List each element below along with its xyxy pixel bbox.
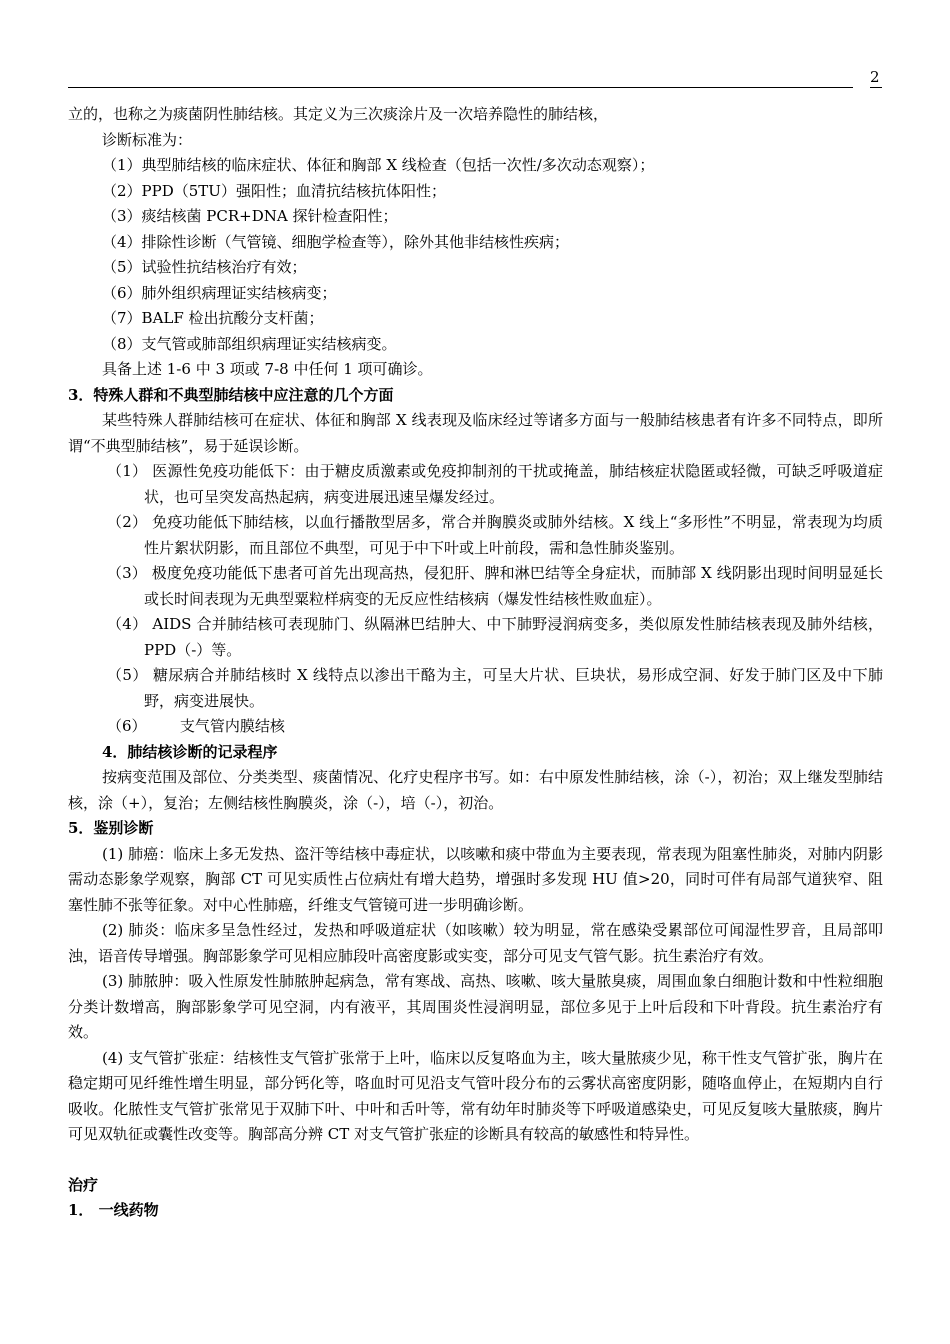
list-item: （1） 医源性免疫功能低下：由于糖皮质激素或免疫抑制剂的干扰或掩盖，肺结核症状隐匿或轻微，可缺乏呼吸道症状，也可呈突发高热起病，病变进展迅速呈爆发经过。	[107, 462, 883, 506]
criteria-item: （8）支气管或肺部组织病理证实结核病变。	[102, 334, 397, 353]
list-item: （3） 极度免疫功能低下患者可首先出现高热，侵犯肝、脾和淋巴结等全身症状，而肺部 X 线阴影出现时间明显延长或长时间表现为无典型粟粒样病变的无反应性结核病（爆发性结核性败血症）。	[107, 564, 883, 608]
section-intro: 某些特殊人群肺结核可在症状、体征和胸部 X 线表现及临床经过等诸多方面与一般肺结核患者有许多不同特点，即所谓“不典型肺结核”，易于延误诊断。	[68, 411, 883, 455]
criteria-item: （4）排除性诊断（气管镜、细胞学检查等），除外其他非结核性疾病；	[102, 232, 570, 251]
differential-item: (3) 肺脓肿：吸入性原发性肺脓肿起病急，常有寒战、高热、咳嗽、咳大量脓臭痰，周围血象白细胞计数和中性粒细胞分类计数增高，胸部影象学可见空洞，内有液平，其周围炎性浸润明显，部位多见于上叶后段和下叶背段。抗生素治疗有效。	[68, 972, 883, 1041]
criteria-item: （5）试验性抗结核治疗有效；	[102, 258, 307, 276]
text-line: 立的，也称之为痰菌阴性肺结核。其定义为三次痰涂片及一次培养隐性的肺结核，	[68, 105, 609, 123]
criteria-summary: 具备上述 1-6 中 3 项或 7-8 中任何 1 项可确诊。	[102, 360, 433, 378]
differential-item: (1) 肺癌：临床上多无发热、盗汗等结核中毒症状，以咳嗽和痰中带血为主要表现，常表现为阻塞性肺炎，对肺内阴影需动态影象学观察，胸部 CT 可见实质性占位病灶有增大趋势，增强时多发现 HU 值>20，同时可伴有局部气道狭窄、阻塞性肺不张等征象。对中心性肺癌，纤维支气管镜可进一步明确诊断。	[68, 844, 883, 914]
criteria-item: （3）痰结核菌 PCR+DNA 探针检查阳性；	[102, 207, 398, 225]
criteria-item: （6）肺外组织病理证实结核病变；	[102, 283, 337, 302]
section-heading: 治疗	[68, 1175, 99, 1194]
text-line: 诊断标准为：	[102, 130, 193, 149]
list-item: （4） AIDS 合并肺结核可表现肺门、纵隔淋巴结肿大、中下肺野浸润病变多，类似原发性肺结核表现及肺外结核，PPD（-）等。	[107, 615, 883, 659]
page-number-underline	[870, 87, 882, 88]
page-number: 2	[870, 68, 880, 86]
list-item: （5） 糖尿病合并肺结核时 X 线特点以渗出干酪为主，可呈大片状、巨块状，易形成空洞、好发于肺门区及中下肺野，病变进展快。	[107, 666, 883, 710]
list-item: （6） 支气管内膜结核	[107, 717, 285, 735]
criteria-item: （7）BALF 检出抗酸分支杆菌；	[102, 309, 324, 327]
differential-item: (2) 肺炎：临床多呈急性经过，发热和呼吸道症状（如咳嗽）较为明显，常在感染受累部位可闻湿性罗音，且局部叩浊，语音传导增强。胸部影象学可见相应肺段叶高密度影或实变，部分可见支气管气影。抗生素治疗有效。	[68, 921, 883, 965]
header-rule	[68, 87, 853, 88]
document-body	[68, 102, 883, 1224]
section-heading: 5．鉴别诊断	[68, 819, 154, 837]
section-heading: 3．特殊人群和不典型肺结核中应注意的几个方面	[68, 385, 394, 404]
criteria-item: （1）典型肺结核的临床症状、体征和胸部 X 线检查（包括一次性/多次动态观察）；	[102, 156, 655, 174]
list-item: （2） 免疫功能低下肺结核，以血行播散型居多，常合并胸膜炎或肺外结核。X 线上“多形性”不明显，常表现为均质性片絮状阴影，而且部位不典型，可见于中下叶或上叶前段，需和急性肺炎鉴别。	[107, 513, 883, 557]
section-body: 按病变范围及部位、分类类型、痰菌情况、化疗史程序书写。如：右中原发性肺结核，涂（-），初治；双上继发型肺结核，涂（+），复治；左侧结核性胸膜炎，涂（-），培（-），初治。	[68, 768, 883, 812]
subsection-heading: 1． 一线药物	[68, 1201, 159, 1219]
criteria-item: （2）PPD（5TU）强阳性；血清抗结核抗体阳性；	[102, 181, 446, 200]
differential-item: (4) 支气管扩张症：结核性支气管扩张常于上叶，临床以反复咯血为主，咳大量脓痰少见，称干性支气管扩张，胸片在稳定期可见纤维性增生明显，部分钙化等，咯血时可见沿支气管叶段分布的云雾状高密度阴影，随咯血停止，在短期内自行吸收。化脓性支气管扩张常见于双肺下叶、中叶和舌叶等，常有幼年时肺炎等下呼吸道感染史，可见反复咳大量脓痰，胸片可见双轨征或囊性改变等。胸部高分辨 CT 对支气管扩张症的诊断具有较高的敏感性和特异性。	[68, 1048, 883, 1143]
section-heading: 4．肺结核诊断的记录程序	[102, 742, 278, 761]
